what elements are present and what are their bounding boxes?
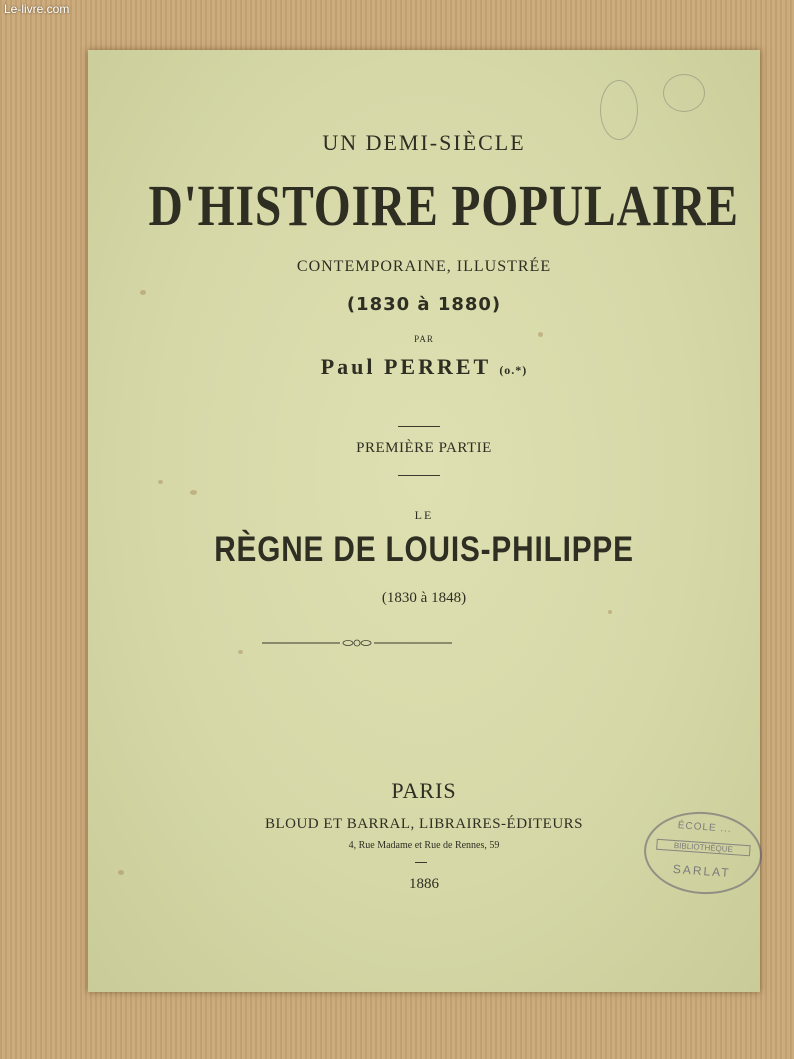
period: (1830 à 1880) (346, 294, 502, 315)
divider (398, 475, 440, 476)
imprint-city: PARIS (391, 778, 457, 803)
stamp-top: ÉCOLE ... (677, 820, 733, 835)
divider (415, 862, 427, 863)
series-title: UN DEMI-SIÈCLE (322, 130, 526, 155)
pencil-mark (663, 74, 705, 112)
publisher: BLOUD ET BARRAL, LIBRAIRES-ÉDITEURS (264, 816, 584, 832)
volume-period: (1830 à 1848) (381, 590, 467, 606)
subtitle: CONTEMPORAINE, ILLUSTRÉE (296, 258, 552, 275)
main-title: D'HISTOIRE POPULAIRE (148, 173, 739, 238)
divider (398, 426, 440, 427)
publication-year: 1886 (409, 876, 439, 892)
author-name: Paul PERRET (320, 354, 491, 379)
ornament-rule (262, 638, 452, 648)
publisher-address: 4, Rue Madame et Rue de Rennes, 59 (348, 840, 500, 851)
stamp-middle: BIBLIOTHÈQUE (656, 839, 751, 857)
stamp-bottom: SARLAT (672, 861, 732, 880)
volume-title: RÈGNE DE LOUIS-PHILIPPE (214, 530, 634, 569)
site-watermark: Le-livre.com (4, 2, 70, 16)
book-cover (88, 50, 760, 992)
by-label: PAR (414, 334, 434, 344)
volume-article: LE (414, 508, 434, 522)
author-mark: (o.*) (499, 363, 528, 377)
part-label: PREMIÈRE PARTIE (356, 440, 492, 456)
author-line (88, 354, 760, 380)
